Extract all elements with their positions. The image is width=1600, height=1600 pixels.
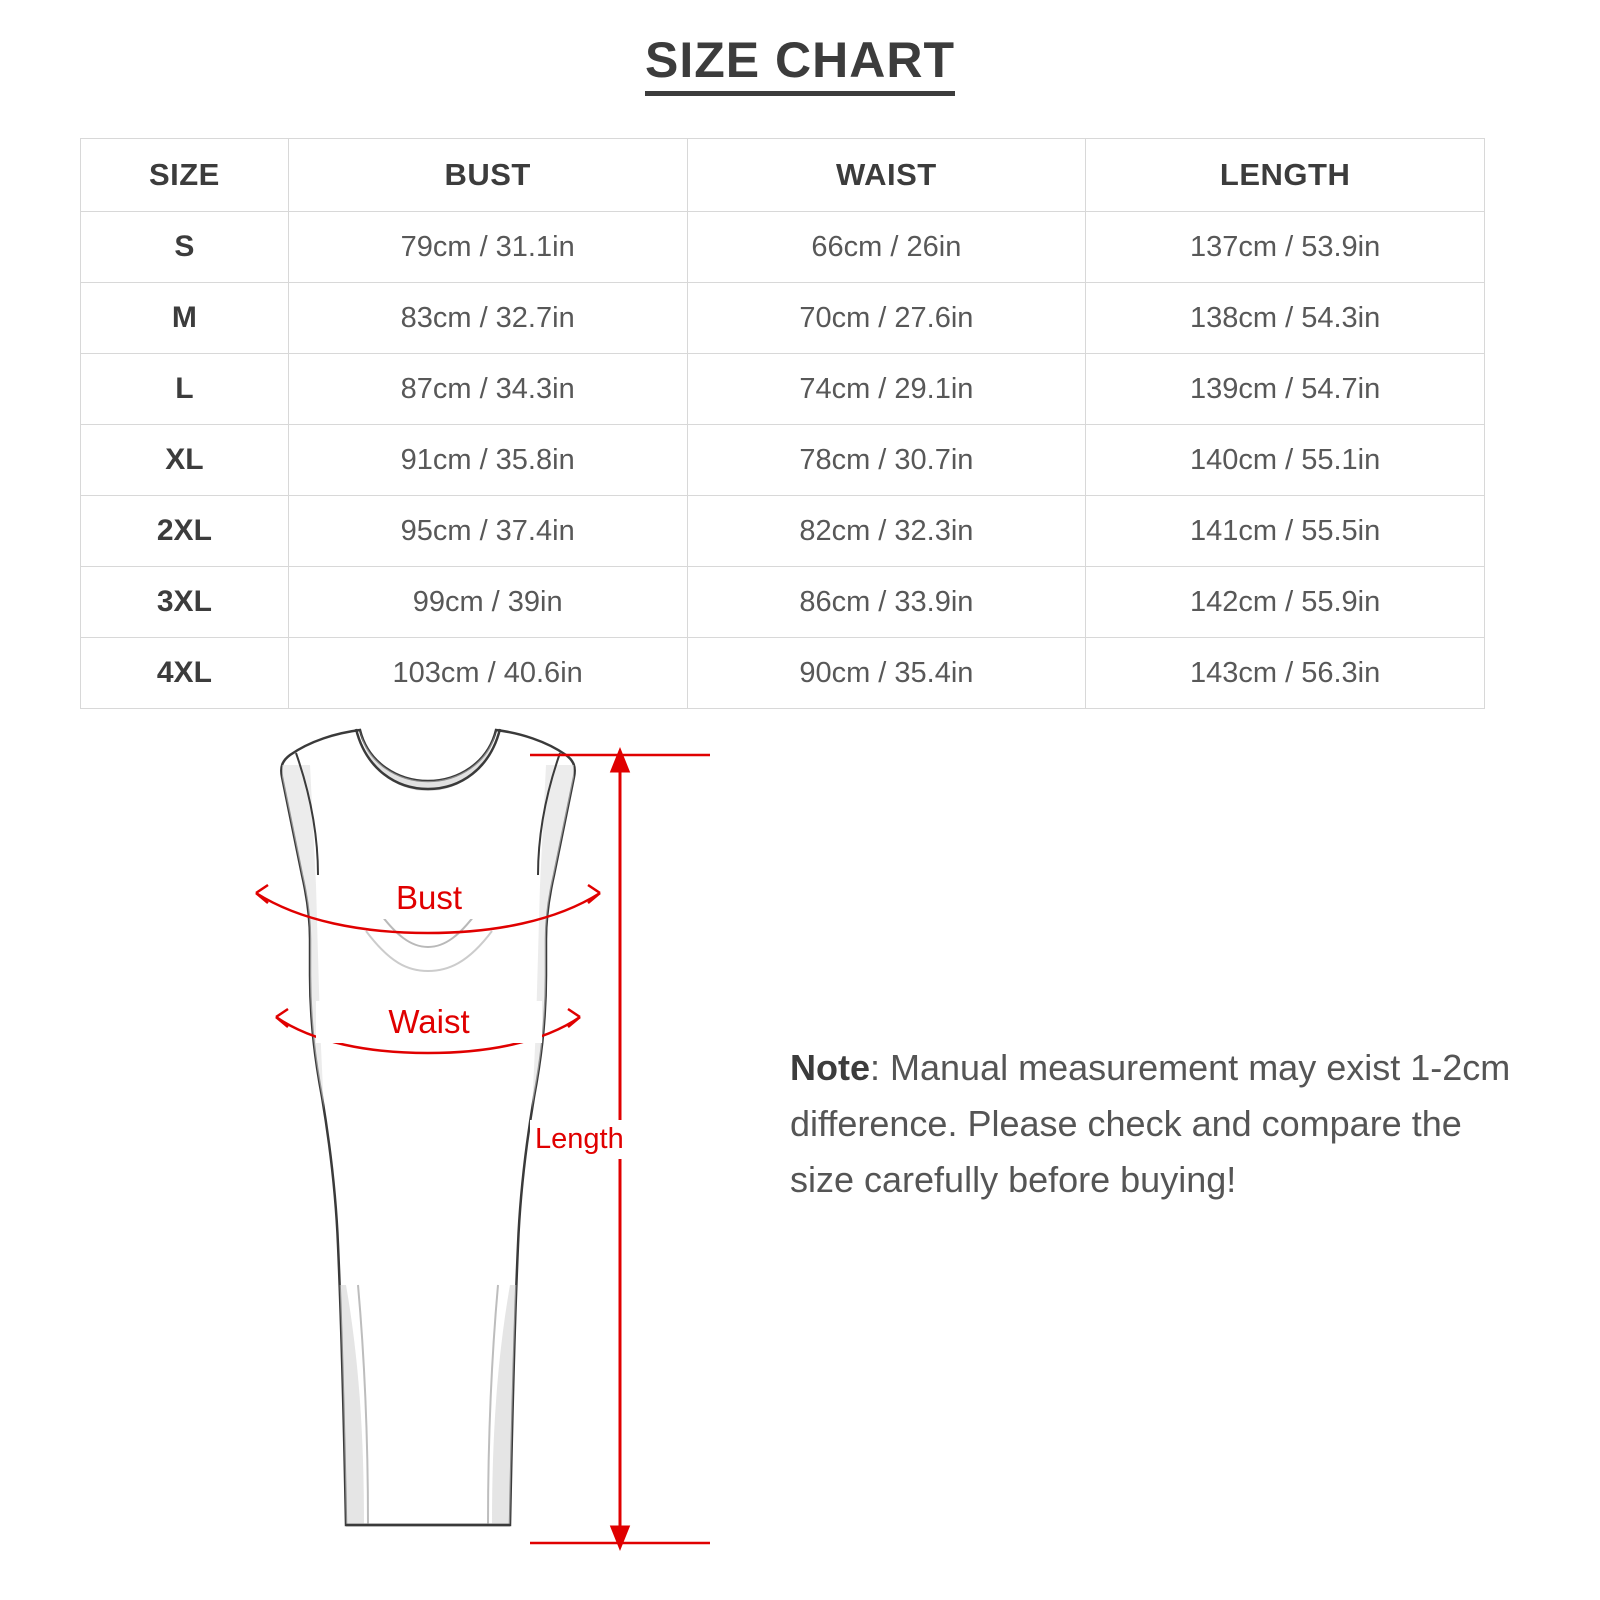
cell-length: 138cm / 54.3in <box>1086 283 1485 354</box>
cell-length: 142cm / 55.9in <box>1086 567 1485 638</box>
cell-length: 141cm / 55.5in <box>1086 496 1485 567</box>
cell-bust: 83cm / 32.7in <box>288 283 687 354</box>
column-header-waist: WAIST <box>687 139 1086 212</box>
table-row <box>81 638 1485 709</box>
table-row <box>81 283 1485 354</box>
table-row <box>81 496 1485 567</box>
size-chart-table-container <box>80 138 1485 709</box>
cell-bust: 91cm / 35.8in <box>288 425 687 496</box>
column-header-length: LENGTH <box>1086 139 1485 212</box>
size-chart-table <box>80 138 1485 709</box>
cell-size: 3XL <box>81 567 289 638</box>
cell-size: 2XL <box>81 496 289 567</box>
cell-size: M <box>81 283 289 354</box>
cell-waist: 82cm / 32.3in <box>687 496 1086 567</box>
cell-bust: 103cm / 40.6in <box>288 638 687 709</box>
bust-label: Bust <box>395 879 463 916</box>
cell-length: 143cm / 56.3in <box>1086 638 1485 709</box>
cell-length: 137cm / 53.9in <box>1086 212 1485 283</box>
table-row <box>81 354 1485 425</box>
note-label: Note <box>790 1047 870 1088</box>
page-title-container <box>0 34 1600 96</box>
cell-bust: 87cm / 34.3in <box>288 354 687 425</box>
cell-size: S <box>81 212 289 283</box>
cell-waist: 66cm / 26in <box>687 212 1086 283</box>
cell-size: L <box>81 354 289 425</box>
waist-label: Waist <box>388 1003 470 1040</box>
cell-waist: 70cm / 27.6in <box>687 283 1086 354</box>
cell-waist: 78cm / 30.7in <box>687 425 1086 496</box>
cell-waist: 86cm / 33.9in <box>687 567 1086 638</box>
note-body: Manual measurement may exist 1-2cm difference. Please check and compare the size carefully before buying! <box>790 1047 1511 1200</box>
table-row <box>81 567 1485 638</box>
length-dimension <box>520 745 720 1555</box>
table-header-row <box>81 139 1485 212</box>
cell-bust: 99cm / 39in <box>288 567 687 638</box>
cell-size: 4XL <box>81 638 289 709</box>
cell-waist: 90cm / 35.4in <box>687 638 1086 709</box>
cell-bust: 95cm / 37.4in <box>288 496 687 567</box>
column-header-bust: BUST <box>288 139 687 212</box>
cell-waist: 74cm / 29.1in <box>687 354 1086 425</box>
note-separator: : <box>870 1047 891 1088</box>
table-row <box>81 212 1485 283</box>
page-title: SIZE CHART <box>645 34 955 96</box>
cell-size: XL <box>81 425 289 496</box>
cell-length: 140cm / 55.1in <box>1086 425 1485 496</box>
column-header-size: SIZE <box>81 139 289 212</box>
cell-bust: 79cm / 31.1in <box>288 212 687 283</box>
note-text <box>790 1040 1520 1207</box>
table-row <box>81 425 1485 496</box>
length-label: Length <box>530 1120 629 1159</box>
cell-length: 139cm / 54.7in <box>1086 354 1485 425</box>
